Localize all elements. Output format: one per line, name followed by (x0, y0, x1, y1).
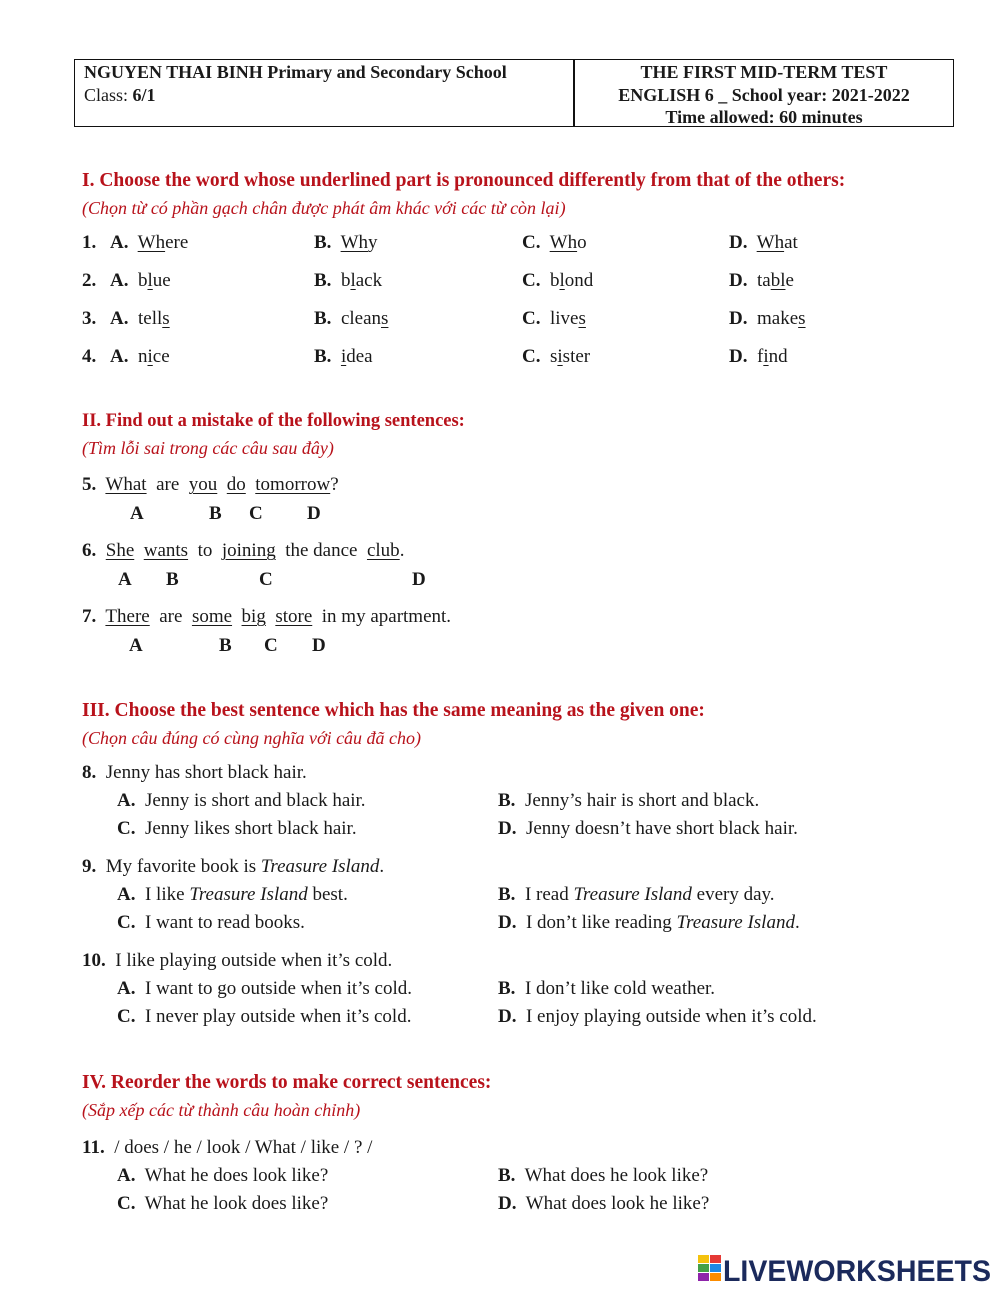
label-a: A (129, 635, 143, 656)
question-number: 4. (82, 346, 97, 367)
option-letter: D. (729, 232, 748, 253)
school-name: NGUYEN THAI BINH Primary and Secondary School (84, 62, 507, 82)
option-letter: A. (110, 270, 129, 291)
q4-option-c (522, 346, 590, 368)
option-text: Jenny is short and black hair. (144, 790, 366, 811)
section1-title: I. Choose the word whose underlined part is pronounced differently from that of the others: (82, 170, 846, 191)
word-part: y (368, 232, 378, 253)
underlined-part: l (350, 270, 356, 291)
q3-option-a (110, 308, 170, 330)
class-label: Class: (84, 85, 133, 105)
label-b: B (219, 635, 232, 656)
option-a (117, 978, 412, 1000)
section3-title: III. Choose the best sentence which has the same meaning as the given one: (82, 700, 705, 721)
question-number: 7. (82, 606, 97, 627)
question-9 (82, 856, 384, 878)
q1-option-a (110, 232, 188, 254)
test-title: THE FIRST MID-TERM TEST (640, 62, 888, 82)
word-part: b (549, 270, 560, 291)
plain-word: to (197, 540, 213, 561)
word-part: b (137, 270, 148, 291)
option-a-word: There (105, 606, 150, 627)
book-title: Treasure Island (573, 884, 692, 905)
option-b-word: wants (143, 540, 189, 561)
label-a: A (130, 503, 144, 524)
question-number: 9. (82, 856, 97, 877)
underlined-part: s (798, 308, 806, 329)
word-part: ack (355, 270, 383, 291)
option-letter: D. (729, 270, 748, 291)
section2-title: II. Find out a mistake of the following sentences: (82, 411, 465, 431)
option-a (117, 790, 366, 812)
option-b-word: you (188, 474, 218, 495)
underlined-part: i (557, 346, 563, 367)
option-letter: A. (117, 884, 136, 905)
option-text: I read (524, 884, 574, 905)
underlined-part: s (578, 308, 586, 329)
option-b (498, 884, 775, 906)
option-text: I want to read books. (144, 912, 305, 933)
option-letter: D. (498, 818, 517, 839)
option-a (117, 1165, 328, 1187)
class-line (84, 84, 156, 106)
question-5 (82, 474, 339, 496)
q3-option-d (729, 308, 806, 330)
option-a-word: What (105, 474, 147, 495)
word-part: e (785, 270, 794, 291)
option-letter: A. (117, 978, 136, 999)
word-part: tell (137, 308, 163, 329)
option-text: I don’t like cold weather. (524, 978, 716, 999)
question-number: 5. (82, 474, 97, 495)
label-d: D (307, 503, 321, 524)
question-stem: I like playing outside when it’s cold. (115, 950, 393, 971)
question-stem: Jenny has short black hair. (105, 762, 307, 783)
label-c: C (259, 569, 273, 590)
option-text: What he does look like? (144, 1165, 329, 1186)
option-d-word: tomorrow (255, 474, 331, 495)
question-10 (82, 950, 392, 972)
option-letter: C. (117, 912, 136, 933)
option-a (117, 884, 348, 906)
word-part: n (137, 346, 148, 367)
q2-option-d (729, 270, 794, 292)
underlined-part: s (381, 308, 389, 329)
underlined-part: l (559, 270, 565, 291)
question-stem: My favorite book is (105, 856, 261, 877)
word-part: b (340, 270, 351, 291)
option-letter: D. (498, 1006, 517, 1027)
option-b (498, 790, 759, 812)
option-letter: D. (729, 308, 748, 329)
option-text: Jenny likes short black hair. (144, 818, 357, 839)
word-part: f (756, 346, 764, 367)
punctuation: . (399, 540, 405, 561)
underlined-part: l (147, 270, 153, 291)
option-text: . (794, 912, 800, 933)
q2-option-c (522, 270, 593, 292)
section1-subtitle: (Chọn từ có phần gạch chân được phát âm khác với các từ còn lại) (82, 198, 566, 218)
section2-subtitle: (Tìm lỗi sai trong các câu sau đây) (82, 438, 334, 458)
word-part: at (784, 232, 798, 253)
label-b: B (166, 569, 179, 590)
subject-year: ENGLISH 6 _ School year: 2021-2022 (618, 85, 910, 105)
book-title: Treasure Island (189, 884, 308, 905)
option-b (498, 1165, 708, 1187)
question-number: 11. (82, 1137, 105, 1158)
word-part: clean (340, 308, 382, 329)
underlined-part: i (147, 346, 153, 367)
option-c (117, 818, 357, 840)
word-part: ue (152, 270, 171, 291)
option-d-word: club (366, 540, 400, 561)
option-letter: C. (522, 308, 541, 329)
option-text: I enjoy playing outside when it’s cold. (525, 1006, 817, 1027)
option-letter: D. (498, 1193, 517, 1214)
option-d-word: store (275, 606, 313, 627)
option-letter: C. (522, 270, 541, 291)
question-stem: / does / he / look / What / like / ? / (114, 1137, 373, 1158)
option-text: Jenny doesn’t have short black hair. (525, 818, 798, 839)
q4-option-a (110, 346, 170, 368)
question-number: 8. (82, 762, 97, 783)
word-part: nd (768, 346, 788, 367)
punctuation: ? (330, 474, 339, 495)
q4-option-b (314, 346, 373, 368)
q2-option-b (314, 270, 382, 292)
option-c-word: do (226, 474, 246, 495)
word-part: dea (346, 346, 373, 367)
q3-option-b (314, 308, 388, 330)
underlined-part: Wh (549, 232, 578, 253)
option-letter: A. (110, 346, 129, 367)
time-allowed: Time allowed: 60 minutes (665, 107, 863, 127)
question-11 (82, 1137, 372, 1159)
question-number: 6. (82, 540, 97, 561)
label-c: C (264, 635, 278, 656)
option-letter: B. (498, 790, 516, 811)
plain-word: are (159, 606, 183, 627)
underlined-part: Wh (137, 232, 166, 253)
q1-option-d (729, 232, 798, 254)
option-letter: D. (498, 912, 517, 933)
option-letter: C. (522, 232, 541, 253)
option-text: What does look he like? (525, 1193, 710, 1214)
option-letter: A. (117, 1165, 136, 1186)
word-part: ster (562, 346, 591, 367)
underlined-part: Wh (340, 232, 369, 253)
option-letter: B. (498, 978, 516, 999)
question-number: 1. (82, 232, 97, 253)
option-d (498, 1193, 709, 1215)
word-part: ta (756, 270, 771, 291)
option-c (117, 1193, 328, 1215)
section4-title: IV. Reorder the words to make correct sentences: (82, 1072, 492, 1093)
option-text: What does he look like? (524, 1165, 709, 1186)
question-6 (82, 540, 404, 562)
option-text: I don’t like reading (525, 912, 677, 933)
option-letter: B. (314, 270, 332, 291)
label-d: D (312, 635, 326, 656)
option-b-word: some (191, 606, 233, 627)
option-b (498, 978, 715, 1000)
option-d (498, 1006, 817, 1028)
option-letter: C. (117, 1006, 136, 1027)
option-a-word: She (105, 540, 135, 561)
underlined-part: i (763, 346, 769, 367)
question-7 (82, 606, 451, 628)
option-letter: B. (314, 232, 332, 253)
option-text: What he look does like? (144, 1193, 329, 1214)
option-text: every day. (691, 884, 775, 905)
underlined-part: i (340, 346, 347, 367)
option-text: I want to go outside when it’s cold. (144, 978, 413, 999)
question-number: 10. (82, 950, 106, 971)
liveworksheets-logo (698, 1254, 994, 1284)
option-text: best. (307, 884, 348, 905)
section4-subtitle: (Sắp xếp các từ thành câu hoàn chỉnh) (82, 1100, 361, 1120)
plain-word: in my apartment. (321, 606, 452, 627)
word-part: ond (564, 270, 594, 291)
question-8 (82, 762, 307, 784)
word-part: live (549, 308, 579, 329)
word-part: s (549, 346, 558, 367)
underlined-part: Wh (756, 232, 785, 253)
word-part: o (577, 232, 587, 253)
option-c-word: big (241, 606, 266, 627)
q4-option-d (729, 346, 788, 368)
plain-word: the dance (285, 540, 358, 561)
option-letter: B. (314, 346, 332, 367)
logo-text: LIVEWORKSHEETS (723, 1255, 991, 1284)
word-part: make (756, 308, 799, 329)
option-letter: B. (498, 1165, 516, 1186)
section3-subtitle: (Chọn câu đúng có cùng nghĩa với câu đã cho) (82, 728, 422, 748)
option-d (498, 818, 798, 840)
q1-option-c (522, 232, 587, 254)
label-b: B (209, 503, 222, 524)
label-a: A (118, 569, 132, 590)
word-part: ere (165, 232, 189, 253)
word-part: ce (152, 346, 170, 367)
option-letter: A. (117, 790, 136, 811)
option-text: Jenny’s hair is short and black. (524, 790, 760, 811)
plain-word: are (156, 474, 180, 495)
option-c-word: joining (221, 540, 276, 561)
label-d: D (412, 569, 426, 590)
option-text: I like (144, 884, 190, 905)
option-letter: B. (498, 884, 516, 905)
class-value: 6/1 (132, 85, 156, 105)
book-title: Treasure Island (260, 856, 380, 877)
option-letter: A. (110, 232, 129, 253)
option-letter: A. (110, 308, 129, 329)
option-letter: B. (314, 308, 332, 329)
punctuation: . (379, 856, 385, 877)
book-title: Treasure Island (676, 912, 795, 933)
option-letter: C. (117, 818, 136, 839)
question-number: 3. (82, 308, 97, 329)
option-c (117, 912, 305, 934)
question-number: 2. (82, 270, 97, 291)
option-letter: C. (522, 346, 541, 367)
q1-option-b (314, 232, 378, 254)
option-text: I never play outside when it’s cold. (144, 1006, 412, 1027)
q2-option-a (110, 270, 171, 292)
underlined-part: s (162, 308, 170, 329)
q3-option-c (522, 308, 586, 330)
option-c (117, 1006, 411, 1028)
option-letter: D. (729, 346, 748, 367)
logo-blocks-icon (698, 1255, 721, 1281)
option-d (498, 912, 800, 934)
label-c: C (249, 503, 263, 524)
underlined-part: bl (770, 270, 786, 291)
option-letter: C. (117, 1193, 136, 1214)
